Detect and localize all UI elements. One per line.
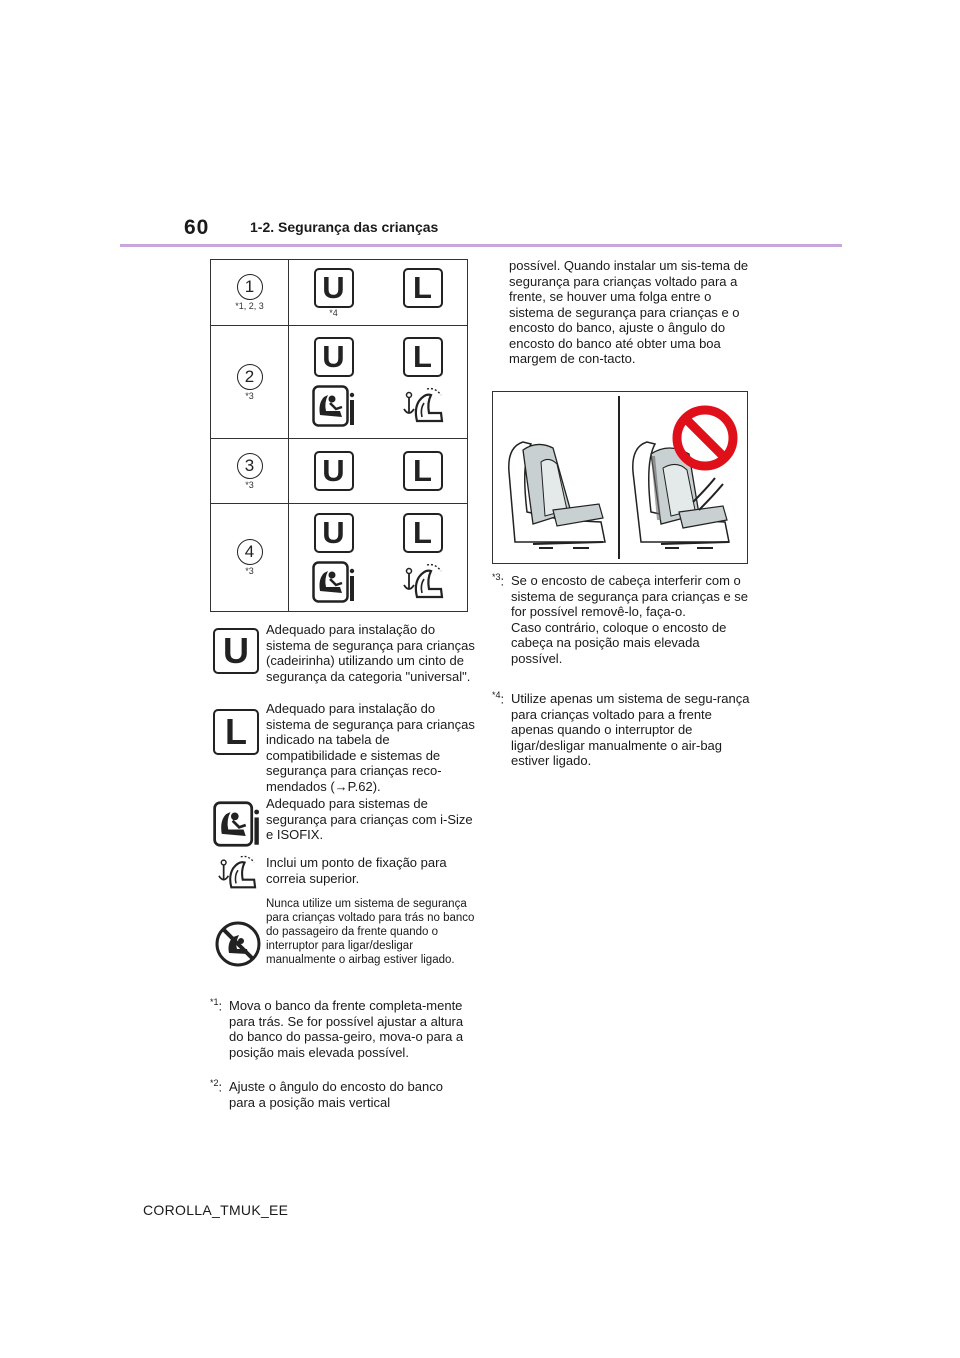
seat-position-note: *3 [245,479,254,490]
listed-l-icon: L [213,709,259,755]
universal-u-icon: U [314,451,354,491]
footnote-2-continuation: possível. Quando instalar um sis-tema de segurança para crianças voltado para a frente, se houver uma folga entre o sistema de segurança para crianças e o encosto do banco, ajuste o ângulo do encosto do banco até obter uma boa margem de con-tacto. [509,258,749,366]
legend-tether-text: Inclui um ponto de fixação para correia superior. [266,855,447,886]
footnote-text: Se o encosto de cabeça interferir com o sistema de segurança para crianças e se for possível removê-lo, faça-o. [511,573,749,620]
seat-position-cell [211,504,289,612]
footnote-text: Ajuste o ângulo do encosto do banco para a posição mais vertical [229,1079,443,1110]
footnote-text: Mova o banco da frente completa-mente para trás. Se for possível ajustar a altura do banco do passa-geiro, mova-o para a posição mais elevada possível. [229,998,464,1060]
legend-isize [213,796,473,848]
legend-listed-text: Adequado para instalação do sistema de segurança para crianças indicado na tabela de compatibilidade e sistemas de segurança para crianças reco- mendados (→P.62). [266,701,475,794]
table-row [211,439,468,504]
listed-l-icon: L [403,337,443,377]
legend-listed [213,701,473,797]
table-row [211,504,468,612]
seat-position-number: 4 [237,539,263,565]
universal-u-icon: U [314,337,354,377]
footnote-text-2: Caso contrário, coloque o encosto de cabeça na posição mais elevada possível. [511,619,727,666]
footnote-2: $^{*2}$: Ajuste o ângulo do encosto do banco para a posição mais vertical [210,1076,470,1110]
icon-cell [289,326,468,439]
seat-position-cell [211,439,289,504]
table-row [211,260,468,326]
listed-l-icon: L [403,268,443,308]
icon-cell [289,504,468,612]
seat-position-note: *3 [245,566,254,576]
footnote-1: $^{*1}$: Mova o banco da frente completa-mente para trás. Se for possível ajustar a altura do banco do passa-geiro, mova-o para a posição mais elevada possível. [210,995,470,1060]
section-title: 1-2. Segurança das crianças [250,219,439,235]
legend-never [213,897,473,987]
listed-l-icon: L [403,451,443,491]
footnote-3: $^{*3}$: Se o encosto de cabeça interferir com o sistema de segurança para crianças e se for possível removê-lo, faça-o. Caso contrário, coloque o encosto de cabeça na posição mais elevada possível. [492,570,752,666]
footnote-mark: *1 [210,997,219,1007]
legend-isize-text: Adequado para sistemas de segurança para crianças com i-Size e ISOFIX. [266,796,473,842]
tether-anchor-icon [401,385,445,427]
legend-universal-text: Adequado para instalação do sistema de segurança para crianças (cadeirinha) utilizando um cinto de segurança da categoria "universal". [266,622,475,684]
footnote-mark: *2 [210,1078,219,1088]
footnote-text: Utilize apenas um sistema de segu-rança para crianças voltado para a frente apenas quando o interruptor de ligar/desligar manualmente o air-bag estiver ligado. [511,691,750,769]
header-rule [120,244,842,247]
seat-compatibility-table [210,259,468,612]
isize-isofix-icon [213,801,261,847]
legend-tether [213,853,473,893]
u-note: *4 [329,307,338,318]
seat-position-note: *1, 2, 3 [235,301,264,311]
isize-isofix-icon [312,385,356,427]
seat-position-number: 3 [237,453,263,479]
document-code: COROLLA_TMUK_EE [143,1202,289,1218]
page-number: 60 [184,216,210,239]
listed-l-icon: L [403,513,443,553]
table-row [211,326,468,439]
seat-position-cell [211,260,289,326]
tether-anchor-icon [213,853,261,893]
legend-universal [213,622,473,698]
prohibited-icon [677,410,733,466]
seat-position-cell [211,326,289,439]
icon-cell [289,439,468,504]
seat-position-note: *3 [245,390,254,401]
page-reference-link: P.62). [347,778,381,794]
correct-seat-figure [509,442,605,548]
arrow-icon: → [334,778,348,794]
universal-u-icon: U [213,628,259,674]
isize-isofix-icon [312,561,356,603]
footnote-mark: *4 [492,690,501,700]
icon-cell [289,260,468,326]
tether-anchor-icon [401,561,445,603]
legend-never-text: Nunca utilize um sistema de segurança para crianças voltado para trás no banco do passageiro da frente quando o interruptor para ligar/desligar manualmente o airbag estiver ligado. [266,898,475,966]
universal-u-icon: U [314,513,354,553]
seat-angle-illustration [492,391,748,564]
seat-illustration-svg [493,392,747,563]
footnote-mark: *3 [492,572,501,582]
footnote-4: $^{*4}$: Utilize apenas um sistema de segu-rança para crianças voltado para a frente apenas quando o interruptor de ligar/desligar manualmente o air-bag estiver ligado. [492,688,752,769]
seat-position-number: 1 [237,274,263,300]
universal-u-icon: U [314,268,354,308]
seat-position-number: 2 [237,364,263,390]
prohibited-rear-facing-icon [215,921,261,967]
